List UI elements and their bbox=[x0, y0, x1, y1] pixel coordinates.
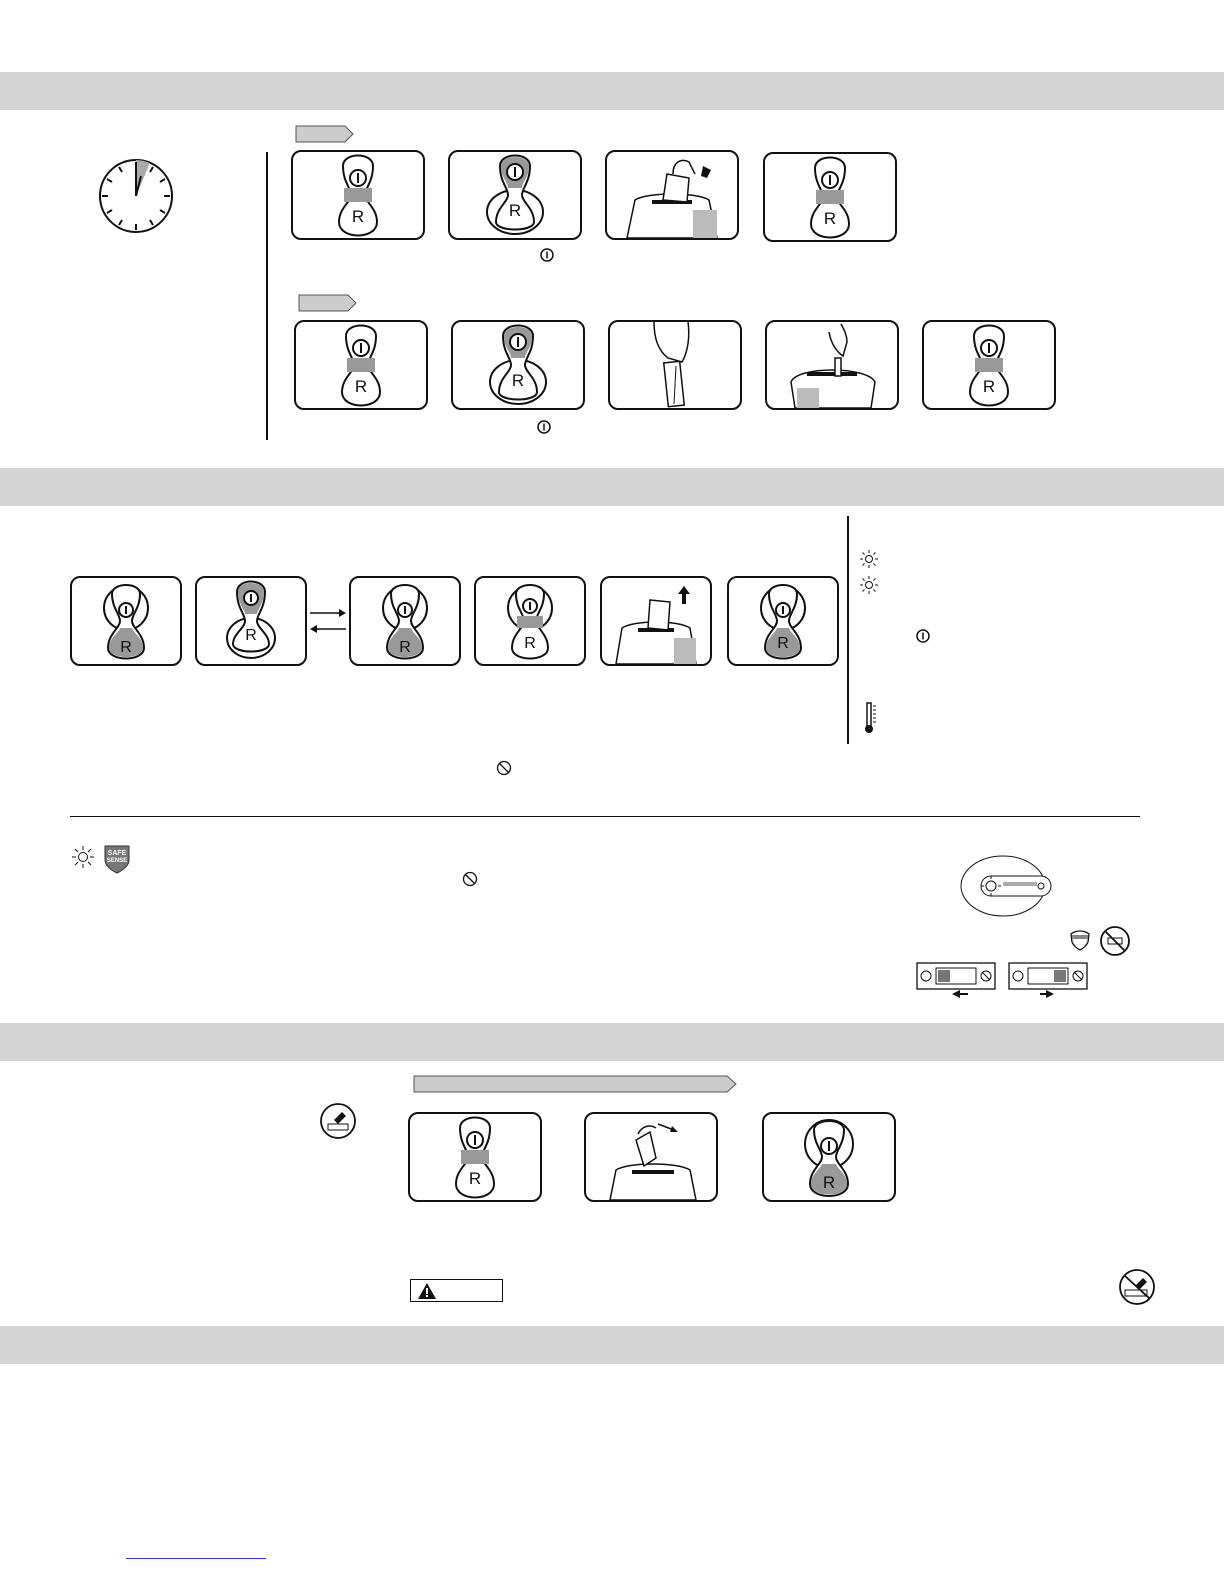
switch-panel-reverse bbox=[762, 1112, 896, 1202]
toggle-arrows-icon bbox=[308, 604, 348, 636]
step-arrow-tag bbox=[298, 294, 358, 312]
badge-text: SENSE bbox=[106, 858, 128, 864]
safesense-switch-off-illustration bbox=[916, 962, 998, 1000]
switch-panel-center bbox=[408, 1112, 542, 1202]
oil-lubricant-icon bbox=[318, 1102, 358, 1140]
switch-panel-center bbox=[763, 152, 897, 242]
no-entry-icon bbox=[496, 760, 512, 776]
divider-line bbox=[847, 516, 849, 744]
safesense-badge-icon bbox=[102, 844, 132, 874]
svg-text:R: R bbox=[511, 371, 525, 390]
clock-icon bbox=[96, 156, 176, 236]
section-header-band bbox=[0, 1326, 1224, 1364]
svg-text:R: R bbox=[822, 1173, 836, 1192]
safesense-indicator-illustration bbox=[955, 852, 1055, 918]
switch-panel-center bbox=[294, 320, 428, 410]
hand-holding-card-illustration bbox=[608, 320, 742, 410]
shredder-card-feed-illustration bbox=[765, 320, 899, 410]
step-arrow-bar bbox=[413, 1075, 739, 1093]
section-header-band bbox=[0, 72, 1224, 110]
svg-text:R: R bbox=[245, 627, 257, 644]
svg-text:R: R bbox=[354, 377, 368, 396]
switch-panel-on bbox=[195, 576, 307, 666]
sun-light-icon bbox=[860, 550, 878, 568]
footer-link-underline bbox=[126, 1558, 266, 1559]
svg-text:R: R bbox=[823, 209, 837, 228]
switch-panel-reverse bbox=[727, 576, 839, 666]
shredder-paper-remove-illustration bbox=[600, 576, 712, 666]
no-entry-icon bbox=[1098, 924, 1132, 958]
svg-text:R: R bbox=[468, 1169, 482, 1188]
step-arrow-tag bbox=[295, 125, 355, 143]
section-divider bbox=[70, 816, 1140, 817]
svg-text:R: R bbox=[351, 207, 365, 226]
shredder-oil-sheet-illustration bbox=[584, 1112, 718, 1202]
switch-panel-on bbox=[451, 320, 585, 410]
section-header-band bbox=[0, 468, 1224, 506]
safesense-shield-icon bbox=[1068, 928, 1092, 952]
divider-line bbox=[266, 152, 268, 440]
power-icon bbox=[540, 248, 554, 262]
warning-label-box bbox=[410, 1279, 503, 1302]
svg-text:R: R bbox=[399, 639, 411, 656]
no-entry-icon bbox=[462, 871, 478, 887]
shredder-paper-feed-illustration bbox=[605, 150, 739, 240]
svg-text:R: R bbox=[982, 377, 996, 396]
switch-panel-reverse bbox=[70, 576, 182, 666]
warning-triangle-icon bbox=[417, 1282, 437, 1300]
thermometer-icon bbox=[863, 702, 877, 734]
switch-panel-on bbox=[448, 150, 582, 240]
switch-panel-center bbox=[922, 320, 1056, 410]
switch-panel-center bbox=[291, 150, 425, 240]
svg-text:R: R bbox=[524, 635, 536, 652]
no-aerosol-icon bbox=[1117, 1268, 1157, 1306]
badge-text: SAFE bbox=[107, 850, 127, 857]
safesense-switch-on-illustration bbox=[1008, 962, 1090, 1000]
sun-light-icon bbox=[860, 576, 878, 594]
svg-text:R: R bbox=[508, 201, 522, 220]
power-icon bbox=[916, 629, 930, 643]
switch-panel-reverse bbox=[349, 576, 461, 666]
sun-light-icon bbox=[72, 846, 94, 868]
switch-panel-center bbox=[474, 576, 586, 666]
svg-text:R: R bbox=[120, 639, 132, 656]
power-icon bbox=[537, 420, 551, 434]
svg-text:R: R bbox=[777, 635, 789, 652]
section-header-band bbox=[0, 1023, 1224, 1061]
